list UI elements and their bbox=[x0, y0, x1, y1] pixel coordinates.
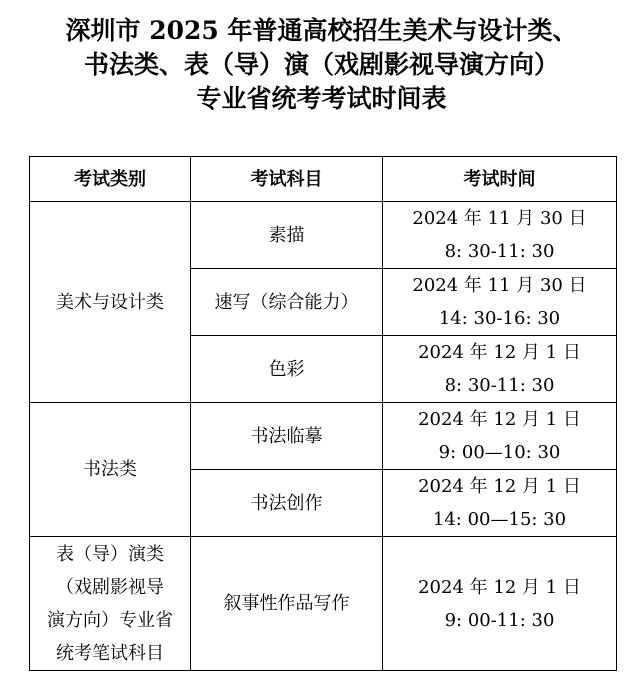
time-cell bbox=[383, 537, 617, 671]
title-line-3: 专业省统考考试时间表 bbox=[196, 84, 447, 113]
time-cell bbox=[383, 403, 617, 470]
table-row bbox=[30, 403, 617, 470]
exam-date: 2024 年 11 月 30 日 bbox=[412, 275, 587, 296]
header-time: 考试时间 bbox=[383, 157, 617, 202]
category-cell-performance bbox=[30, 537, 191, 671]
time-cell bbox=[383, 202, 617, 269]
exam-hours: 9: 00—10: 30 bbox=[438, 442, 561, 463]
subject-cell: 素描 bbox=[191, 202, 383, 269]
exam-date: 2024 年 11 月 30 日 bbox=[412, 208, 587, 229]
category-line: 统考笔试科目 bbox=[56, 642, 164, 664]
table-row bbox=[30, 202, 617, 269]
category-cell-calligraphy: 书法类 bbox=[30, 403, 191, 537]
exam-date: 2024 年 12 月 1 日 bbox=[418, 342, 581, 363]
exam-date: 2024 年 12 月 1 日 bbox=[418, 576, 581, 598]
category-line: 表（导）演类 bbox=[56, 543, 164, 565]
category-cell-art-design: 美术与设计类 bbox=[30, 202, 191, 403]
subject-cell: 速写（综合能力） bbox=[191, 269, 383, 336]
header-subject: 考试科目 bbox=[191, 157, 383, 202]
subject-cell: 叙事性作品写作 bbox=[191, 537, 383, 671]
subject-cell: 色彩 bbox=[191, 336, 383, 403]
table-header-row bbox=[30, 157, 617, 202]
title-line-1: 深圳市 2025 年普通高校招生美术与设计类、 bbox=[65, 16, 578, 45]
category-line: 演方向）专业省 bbox=[47, 609, 173, 631]
title-line-2: 书法类、表（导）演（戏剧影视导演方向） bbox=[83, 50, 559, 79]
table-row bbox=[30, 537, 617, 671]
category-line: （戏剧影视导 bbox=[56, 576, 164, 598]
exam-hours: 14: 00—15: 30 bbox=[432, 509, 567, 530]
page-title bbox=[0, 14, 643, 116]
exam-hours: 8: 30-11: 30 bbox=[444, 241, 555, 262]
time-cell bbox=[383, 336, 617, 403]
time-cell bbox=[383, 269, 617, 336]
subject-cell: 书法创作 bbox=[191, 470, 383, 537]
exam-hours: 14: 30-16: 30 bbox=[438, 308, 561, 329]
exam-date: 2024 年 12 月 1 日 bbox=[418, 476, 581, 497]
exam-schedule-table bbox=[29, 156, 617, 671]
exam-hours: 8: 30-11: 30 bbox=[444, 375, 555, 396]
subject-cell: 书法临摹 bbox=[191, 403, 383, 470]
header-category: 考试类别 bbox=[30, 157, 191, 202]
exam-hours: 9: 00-11: 30 bbox=[444, 609, 555, 631]
exam-date: 2024 年 12 月 1 日 bbox=[418, 409, 581, 430]
time-cell bbox=[383, 470, 617, 537]
